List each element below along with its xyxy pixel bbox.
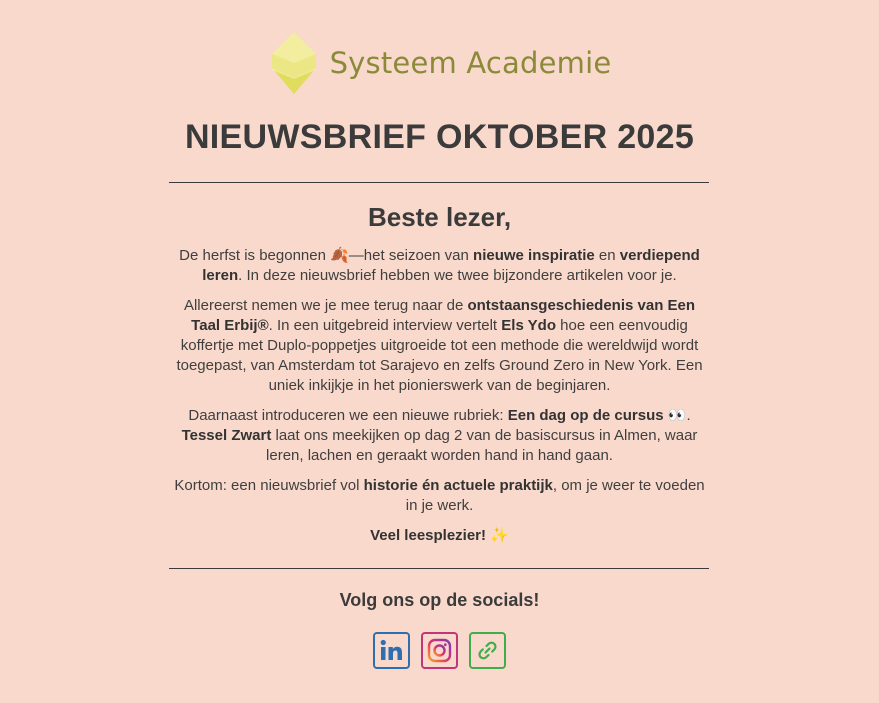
bold-text: Els Ydo [501, 317, 557, 334]
website-link-button[interactable] [469, 632, 506, 669]
text: hoe een eenvoudig koffertje met Duplo-poppetjes uitgroeide tot een methode die wereldwijd wordt toegepast, van Amsterdam tot Sarajevo en zelfs Ground Zero in New York. Een uniek inkijkje in het pionierswerk van de beginjaren. [176, 317, 703, 394]
linkedin-button[interactable] [373, 632, 410, 669]
text: . In een uitgebreid interview vertelt [268, 317, 502, 334]
link-icon [474, 637, 501, 664]
text: Allereerst nemen we je mee terug naar de [183, 297, 468, 314]
social-links [0, 632, 879, 669]
leaf-emoji: 🍂 [330, 247, 349, 264]
text: Daarnaast introduceren we een nieuwe rubriek: [188, 407, 508, 424]
bold-text: nieuwe inspiratie [473, 247, 595, 264]
text: , om je weer te voeden in je werk. [405, 477, 705, 514]
newsletter-title: NIEUWSBRIEF OKTOBER 2025 [184, 118, 695, 156]
bold-text: Veel leesplezier! [370, 527, 487, 544]
diamond-logo-icon [268, 30, 320, 96]
bold-text: verdiepend leren [202, 247, 700, 284]
text: . [686, 407, 691, 424]
text: en [594, 247, 620, 264]
greeting: Beste lezer, [367, 202, 512, 232]
divider-bottom [169, 568, 709, 569]
brand-logo[interactable] [268, 30, 612, 96]
linkedin-icon [378, 637, 405, 664]
bold-text: Een dag op de cursus [507, 407, 664, 424]
socials-heading: Volg ons op de socials! [339, 590, 540, 610]
text: laat ons meekijken op dag 2 van de basiscursus in Almen, waar leren, lachen en geraakt worden hand in hand gaan. [266, 427, 698, 464]
sparkles-emoji: ✨ [486, 527, 509, 544]
text: —het seizoen van [348, 247, 474, 264]
header [0, 28, 879, 98]
paragraph-course-day [172, 406, 707, 466]
paragraph-history [172, 296, 707, 396]
newsletter-body [172, 246, 707, 556]
eyes-emoji: 👀 [663, 407, 687, 424]
bold-text: ontstaansgeschiedenis van Een Taal Erbij® [191, 297, 696, 334]
divider-top [169, 182, 709, 183]
paragraph-intro [172, 246, 707, 286]
text: Kortom: een nieuwsbrief vol [174, 477, 364, 494]
bold-text: historie én actuele praktijk [363, 477, 553, 494]
paragraph-summary [172, 476, 707, 516]
instagram-icon [426, 637, 453, 664]
text: . In deze nieuwsbrief hebben we twee bijzondere artikelen voor je. [238, 267, 677, 284]
paragraph-closing [172, 526, 707, 546]
brand-name: Systeem Academie [329, 46, 612, 80]
bold-text: Tessel Zwart [181, 427, 272, 444]
text: De herfst is begonnen [179, 247, 331, 264]
instagram-button[interactable] [421, 632, 458, 669]
